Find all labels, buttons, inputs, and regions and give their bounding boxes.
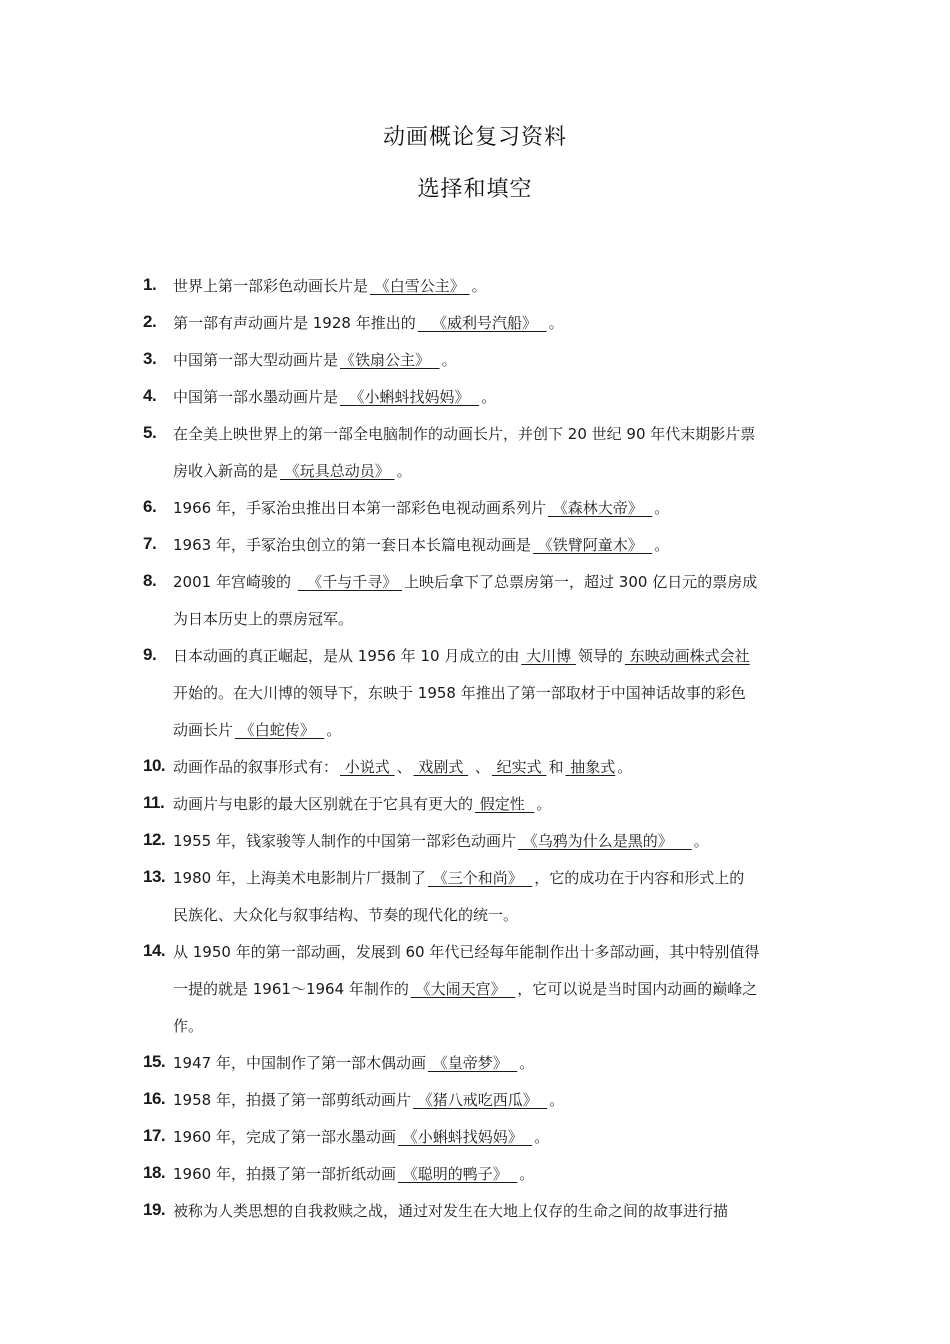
question-line bbox=[173, 897, 813, 934]
question-text: 、 bbox=[470, 758, 490, 776]
answer-blank: 《猪八戒吃西瓜》 bbox=[412, 1091, 548, 1109]
question-line bbox=[173, 823, 813, 860]
question-number: 9. bbox=[143, 645, 157, 664]
question-text: 1980 年，上海美术电影制片厂摄制了 bbox=[173, 869, 426, 887]
question-text: 被称为人类思想的自我救赎之战，通过对发生在大地上仅存的生命之间的故事进行描 bbox=[173, 1202, 729, 1220]
question-text: 1960 年，完成了第一部水墨动画 bbox=[173, 1128, 396, 1146]
answer-blank: 《小蝌蚪找妈妈》 bbox=[397, 1128, 533, 1146]
question-text: 1958 年，拍摄了第一部剪纸动画片 bbox=[173, 1091, 411, 1109]
question-line bbox=[173, 712, 813, 749]
question-text: 。 bbox=[617, 758, 633, 776]
question-number: 19. bbox=[143, 1200, 166, 1219]
question-number: 4. bbox=[143, 386, 157, 405]
answer-blank: 大川博 bbox=[521, 647, 576, 665]
question-text: 1947 年，中国制作了第一部木偶动画 bbox=[173, 1054, 426, 1072]
question-line bbox=[173, 305, 813, 342]
question-line bbox=[173, 934, 813, 971]
question-text: 。 bbox=[441, 351, 457, 369]
question-number: 18. bbox=[143, 1163, 166, 1182]
question-text: 为日本历史上的票房冠军。 bbox=[173, 610, 354, 628]
question-line bbox=[173, 268, 813, 305]
answer-blank: 《聪明的鸭子》 bbox=[397, 1165, 518, 1183]
question-text: 。 bbox=[326, 721, 342, 739]
question-text: 。 bbox=[654, 499, 670, 517]
answer-blank: 戏剧式 bbox=[413, 758, 469, 776]
question-text: 。 bbox=[471, 277, 487, 295]
question-number: 1. bbox=[143, 275, 157, 294]
answer-blank: 《玩具总动员》 bbox=[280, 462, 395, 480]
question-text: 动画长片 bbox=[173, 721, 234, 739]
question-number: 16. bbox=[143, 1089, 166, 1108]
question-item bbox=[143, 934, 813, 1045]
answer-blank: 《森林大帝》 bbox=[547, 499, 653, 517]
question-number: 11. bbox=[143, 793, 165, 812]
question-line bbox=[173, 1193, 813, 1230]
answer-blank: 《乌鸦为什么是黑的》 bbox=[517, 832, 692, 850]
question-number: 12. bbox=[143, 830, 166, 849]
question-text: 中国第一部大型动画片是 bbox=[173, 351, 339, 369]
question-text: 世界上第一部彩色动画长片是 bbox=[173, 277, 369, 295]
question-number: 2. bbox=[143, 312, 157, 331]
question-text: 2001 年宫崎骏的 bbox=[173, 573, 296, 591]
question-item bbox=[143, 1119, 813, 1156]
document-title: 动画概论复习资料 bbox=[382, 125, 567, 150]
question-line bbox=[173, 1119, 813, 1156]
question-line bbox=[173, 527, 813, 564]
answer-blank: 《白蛇传》 bbox=[235, 721, 325, 739]
question-item bbox=[143, 638, 813, 749]
question-number: 8. bbox=[143, 571, 157, 590]
question-line bbox=[173, 342, 813, 379]
question-item bbox=[143, 564, 813, 638]
question-number: 6. bbox=[143, 497, 157, 516]
question-text: 、 bbox=[396, 758, 412, 776]
question-text: 。 bbox=[549, 1091, 565, 1109]
question-text: ，它可以说是当时国内动画的巅峰之 bbox=[517, 980, 758, 998]
question-item bbox=[143, 1045, 813, 1082]
question-text: 民族化、大众化与叙事结构、节奏的现代化的统一。 bbox=[173, 906, 519, 924]
question-text: 1963 年，手冢治虫创立的第一套日本长篇电视动画是 bbox=[173, 536, 531, 554]
question-text: 。 bbox=[693, 832, 709, 850]
answer-blank: 抽象式 bbox=[565, 758, 616, 776]
answer-blank: 纪实式 bbox=[491, 758, 547, 776]
question-line bbox=[173, 860, 813, 897]
question-line bbox=[173, 379, 813, 416]
question-text: 领导的 bbox=[577, 647, 623, 665]
answer-blank: 《皇帝梦》 bbox=[427, 1054, 518, 1072]
question-text: 1966 年，手冢治虫推出日本第一部彩色电视动画系列片 bbox=[173, 499, 546, 517]
question-text: 。 bbox=[654, 536, 670, 554]
question-text: 日本动画的真正崛起，是从 1956 年 10 月成立的由 bbox=[173, 647, 520, 665]
question-text: 。 bbox=[548, 314, 564, 332]
question-text: ，它的成功在于内容和形式上的 bbox=[534, 869, 745, 887]
question-text: 。 bbox=[481, 388, 497, 406]
question-text: 和 bbox=[548, 758, 564, 776]
question-item bbox=[143, 1082, 813, 1119]
question-text: 动画作品的叙事形式有： bbox=[173, 758, 339, 776]
question-text: 房收入新高的是 bbox=[173, 462, 279, 480]
question-text: 作。 bbox=[173, 1017, 204, 1035]
answer-blank: 《威利号汽船》 bbox=[417, 314, 547, 332]
question-text: 动画片与电影的最大区别就在于它具有更大的 bbox=[173, 795, 474, 813]
question-text: 上映后拿下了总票房第一，超过 300 亿日元的票房成 bbox=[404, 573, 758, 591]
question-line bbox=[173, 971, 813, 1008]
question-line bbox=[173, 416, 813, 453]
question-number: 5. bbox=[143, 423, 157, 442]
question-line bbox=[173, 638, 813, 675]
question-line bbox=[173, 675, 813, 712]
question-number: 14. bbox=[143, 941, 166, 960]
question-number: 17. bbox=[143, 1126, 166, 1145]
question-number: 3. bbox=[143, 349, 157, 368]
question-line bbox=[173, 490, 813, 527]
question-item bbox=[143, 1193, 813, 1230]
document-subtitle: 选择和填空 bbox=[417, 177, 533, 202]
question-line bbox=[173, 786, 813, 823]
question-item bbox=[143, 416, 813, 490]
question-item bbox=[143, 823, 813, 860]
answer-blank: 《铁扇公主》 bbox=[340, 351, 440, 369]
question-item bbox=[143, 268, 813, 305]
question-line bbox=[173, 601, 813, 638]
question-text: 第一部有声动画片是 1928 年推出的 bbox=[173, 314, 416, 332]
question-line bbox=[173, 1156, 813, 1193]
question-item bbox=[143, 860, 813, 934]
question-number: 7. bbox=[143, 534, 157, 553]
question-line bbox=[173, 453, 813, 490]
question-line bbox=[173, 749, 813, 786]
question-list bbox=[143, 268, 813, 1230]
question-item bbox=[143, 490, 813, 527]
question-text: 一提的就是 1961～1964 年制作的 bbox=[173, 980, 409, 998]
answer-blank: 《大闹天宫》 bbox=[410, 980, 516, 998]
question-text: 1955 年，钱家骏等人制作的中国第一部彩色动画片 bbox=[173, 832, 516, 850]
question-item bbox=[143, 379, 813, 416]
question-line bbox=[173, 564, 813, 601]
question-text: 。 bbox=[536, 795, 552, 813]
answer-blank: 《三个和尚》 bbox=[427, 869, 533, 887]
question-text: 。 bbox=[396, 462, 412, 480]
answer-blank: 《铁臂阿童木》 bbox=[532, 536, 653, 554]
question-number: 10. bbox=[143, 756, 166, 775]
question-line bbox=[173, 1045, 813, 1082]
answer-blank: 假定性 bbox=[475, 795, 535, 813]
question-number: 13. bbox=[143, 867, 166, 886]
question-item bbox=[143, 342, 813, 379]
question-text: 从 1950 年的第一部动画，发展到 60 年代已经每年能制作出十多部动画，其中特别值得 bbox=[173, 943, 760, 961]
question-item bbox=[143, 749, 813, 786]
question-number: 15. bbox=[143, 1052, 166, 1071]
question-line bbox=[173, 1008, 813, 1045]
question-text: 。 bbox=[519, 1165, 535, 1183]
question-text: 中国第一部水墨动画片是 bbox=[173, 388, 339, 406]
answer-blank: 东映动画株式会社 bbox=[624, 647, 750, 665]
question-text: 开始的。在大川博的领导下，东映于 1958 年推出了第一部取材于中国神话故事的彩色 bbox=[173, 684, 746, 702]
answer-blank: 小说式 bbox=[340, 758, 395, 776]
question-item bbox=[143, 305, 813, 342]
question-text: 1960 年，拍摄了第一部折纸动画 bbox=[173, 1165, 396, 1183]
question-item bbox=[143, 786, 813, 823]
question-item bbox=[143, 1156, 813, 1193]
answer-blank: 《千与千寻》 bbox=[297, 573, 403, 591]
question-line bbox=[173, 1082, 813, 1119]
question-text: 。 bbox=[534, 1128, 550, 1146]
answer-blank: 《小蝌蚪找妈妈》 bbox=[340, 388, 480, 406]
question-text: 在全美上映世界上的第一部全电脑制作的动画长片，并创下 20 世纪 90 年代末期影片票 bbox=[173, 425, 756, 443]
answer-blank: 《白雪公主》 bbox=[370, 277, 470, 295]
question-item bbox=[143, 527, 813, 564]
question-text: 。 bbox=[519, 1054, 535, 1072]
